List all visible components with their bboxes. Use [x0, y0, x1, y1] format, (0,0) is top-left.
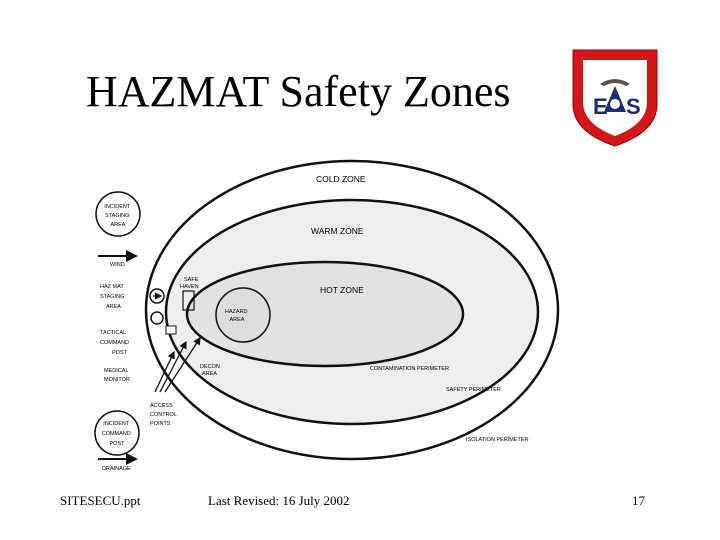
contamination-perimeter-label: CONTAMINATION PERIMETER — [370, 366, 449, 372]
slide-title: HAZMAT Safety Zones — [86, 67, 511, 116]
tactical-command-label: TACTICAL COMMAND POST — [100, 330, 130, 356]
decon-stations-icon — [166, 326, 176, 334]
hazmat-staging-label: HAZ MAT STAGING AREA — [100, 284, 125, 310]
cold-zone-label: COLD ZONE — [316, 174, 366, 184]
decon-area-label: DECON AREA — [200, 364, 220, 377]
footer-page-number: 17 — [632, 493, 645, 508]
wind-label: WIND — [110, 262, 125, 268]
hazard-area-circle — [216, 288, 270, 342]
access-control-label: ACCESS CONTROL POINTS — [150, 403, 177, 427]
hazmat-zone-diagram — [86, 158, 646, 478]
drainage-label: DRAINAGE — [102, 466, 131, 472]
isolation-perimeter-label: ISOLATION PERIMETER — [466, 437, 529, 443]
hazard-area-label: HAZARD AREA — [224, 309, 248, 323]
footer-last-revised: Last Revised: 16 July 2002 — [208, 493, 350, 508]
medical-monitor-label: MEDICAL MONITOR — [104, 368, 130, 383]
incident-staging-label: INCIDENT STAGING AREA — [104, 204, 131, 228]
incident-command-label: INCIDENT COMMAND POST — [101, 421, 131, 447]
logo-letter-e: E — [593, 94, 608, 119]
footer-filename: SITESECU.ppt — [60, 493, 141, 508]
logo-letter-s: S — [626, 94, 641, 119]
ces-shield-logo — [569, 44, 661, 148]
warm-zone-label: WARM ZONE — [311, 226, 364, 236]
safety-perimeter-label: SAFETY PERIMETER — [446, 387, 501, 393]
safe-haven-label: SAFE HAVEN — [180, 277, 199, 290]
hot-zone-label: HOT ZONE — [320, 285, 364, 295]
